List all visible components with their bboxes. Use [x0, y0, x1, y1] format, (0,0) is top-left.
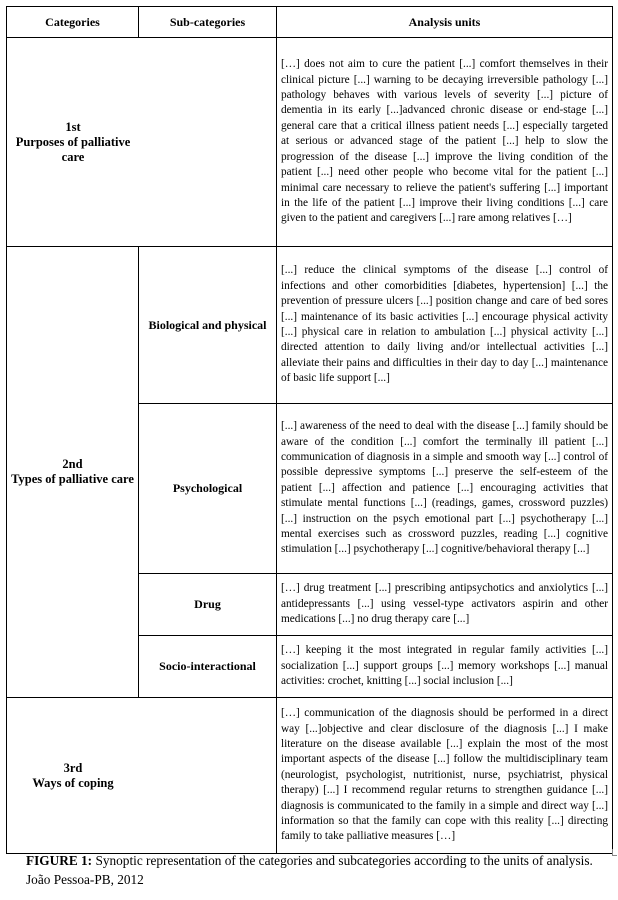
header-categories: Categories	[7, 7, 139, 38]
figure-caption-label: FIGURE 1:	[26, 853, 93, 868]
subcategory-psychological: Psychological	[139, 404, 277, 574]
category-purposes-ordinal: 1st	[65, 119, 81, 134]
category-types-ordinal: 2nd	[62, 457, 83, 471]
synoptic-table	[6, 6, 613, 854]
row-biological	[7, 247, 613, 404]
figure-caption-text: Synoptic representation of the categories and subcategories according to the units of analysis. João Pessoa-PB, 2012	[26, 853, 593, 887]
units-coping: […] communication of the diagnosis should be performed in a direct way [...]objective and clear disclosure of the diagnosis [...] I make literature on the disease available [...] explain the most of the most important aspects of the disease [...] follow the multidisciplinary team (neurologist, psychologist, nutritionist, nurse, psychiatrist, physical therapy) [...] I recommend regular returns to strengthen guidance [...] diagnosis is communicated to the family in a simple and direct way [...] information so that the family can cope with this reality [...] directing family to take palliative measures […]	[277, 698, 613, 854]
header-subcategories: Sub-categories	[139, 7, 277, 38]
units-purposes: […] does not aim to cure the patient [...] comfort themselves in their clinical picture [...] warning to be decaying irreversible pathology [...] pathology behaves with various levels of severity [...] picture of dementia in its early [...]advanced chronic disease or end-stage [...] general care that a critical illness patient needs [...] especially targeted at serious or advanced stage of the patient [...] help to slow the progression of the disease [...] improve the living condition of the patient [...] need other people who become vital for the patient [...] minimal care necessary to relieve the patient's suffering [...] important in the life of the patient [...] improve their living conditions [...] care given to the patient and caregivers [...] rare among relatives […]	[277, 38, 613, 247]
units-drug: […] drug treatment [...] prescribing antipsychotics and anxiolytics [...] antidepressants [...] using vessel-type activators aspirin and other medications [...] no drug therapy care [...]	[277, 574, 613, 636]
category-coping-ordinal: 3rd	[63, 760, 83, 775]
subcategory-biological: Biological and physical	[139, 247, 277, 404]
subcategory-socio: Socio-interactional	[139, 636, 277, 698]
header-analysis-units: Analysis units	[277, 7, 613, 38]
category-purposes-title: Purposes of palliative care	[15, 134, 131, 164]
units-biological: [...] reduce the clinical symptoms of the disease [...] control of infections and other comorbidities [diabetes, hypertension] [...] the prevention of pressure ulcers [...] position change and care of bed sores [...] maintenance of its basic activities [...] encourage physical activity [...] physical care in relation to ambulation [...] physical activity [...] directed attention to daily living and/or intellectual activities [...] alleviate their pains and difficulties in their day to day [...] maintenance of basic life support [...]	[277, 247, 613, 404]
category-types	[7, 247, 139, 698]
category-types-title: Types of palliative care	[11, 472, 134, 486]
units-psychological: [...] awareness of the need to deal with the disease [...] family should be aware of the condition [...] comfort the terminally ill patient [...] communication of diagnosis in a simple and smooth way [...] control of possible depressive symptoms [...] preserve the self-esteem of the patient [...] affection and patience [...] encouraging activities that stimulate mental functions [...] (readings, games, crossword puzzles) [...] instruction on the psych emotional part [...] psychotherapy [...] mental exercises such as crossword puzzles, reading [...] cognitive stimulation [...] psychotherapy [...] cognitive/behavioral therapy [...]	[277, 404, 613, 574]
category-coping-title: Ways of coping	[32, 775, 114, 790]
figure-caption	[26, 851, 596, 889]
row-coping	[7, 698, 613, 854]
corner-mark	[612, 849, 617, 856]
header-row	[7, 7, 613, 38]
category-purposes	[7, 38, 277, 247]
category-coping	[7, 698, 277, 854]
row-purposes	[7, 38, 613, 247]
units-socio: […] keeping it the most integrated in regular family activities [...] socialization [...] support groups [...] memory workshops [...] manual activities: crochet, knitting [...] social inclusion [...]	[277, 636, 613, 698]
subcategory-drug: Drug	[139, 574, 277, 636]
